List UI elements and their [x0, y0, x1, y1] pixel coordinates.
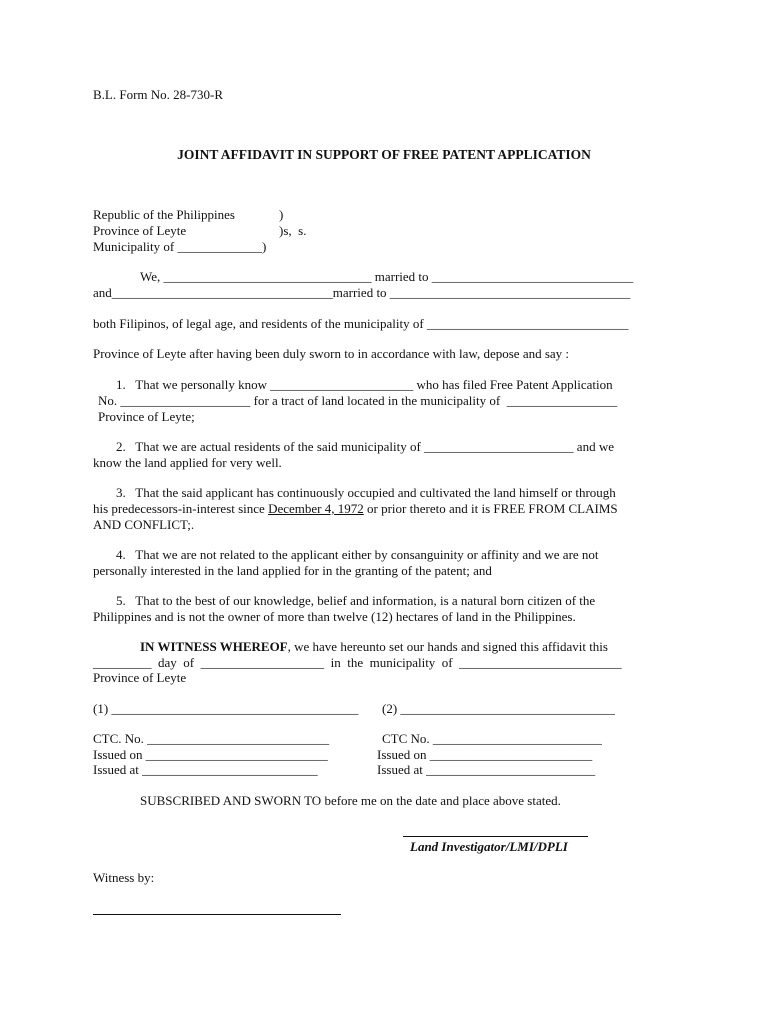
subscribed-sworn-text: SUBSCRIBED AND SWORN TO before me on the date and place above stated.	[140, 793, 561, 808]
venue-bracket-1: )	[279, 207, 284, 222]
signer-2-line: (2) _________________________________	[382, 701, 615, 716]
witness-line-1	[140, 639, 608, 655]
intro-line-3: both Filipinos, of legal age, and residents of the municipality of _______________________________	[93, 316, 629, 331]
para-3-line-1: 3. That the said applicant has continuously occupied and cultivated the land himself or through	[116, 485, 616, 500]
para-3-text-a: his predecessors-in-interest since	[93, 501, 269, 516]
signer-1-line: (1) ______________________________________	[93, 701, 359, 716]
ctc-right-issued-at: Issued at __________________________	[377, 762, 596, 777]
venue-republic: Republic of the Philippines	[93, 207, 235, 222]
venue-bracket-2: )s, s.	[279, 223, 307, 238]
ctc-left-issued-on: Issued on ____________________________	[93, 747, 328, 762]
investigator-title: Land Investigator/LMI/DPLI	[410, 839, 568, 854]
para-3-text-b: or prior thereto and it is FREE FROM CLAIMS	[363, 501, 618, 516]
venue-province: Province of Leyte	[93, 223, 187, 238]
witness-text: , we have hereunto set our hands and signed this affidavit this	[287, 639, 608, 654]
investigator-signature-line	[403, 836, 588, 837]
form-number: B.L. Form No. 28-730-R	[93, 87, 223, 102]
para-4-line-1: 4. That we are not related to the applicant either by consanguinity or affinity and we are not	[116, 547, 599, 562]
para-3-line-2	[93, 501, 618, 517]
para-1-line-3: Province of Leyte;	[98, 409, 195, 424]
para-5-line-1: 5. That to the best of our knowledge, belief and information, is a natural born citizen of the	[116, 593, 596, 608]
ctc-right-issued-on: Issued on _________________________	[377, 747, 593, 762]
witness-line-3: Province of Leyte	[93, 670, 187, 685]
para-1-line-1: 1. That we personally know ______________________ who has filed Free Patent Application	[116, 377, 613, 392]
ctc-right-number: CTC No. __________________________	[382, 731, 602, 746]
witness-whereof-heading: IN WITNESS WHEREOF	[140, 639, 288, 654]
intro-line-1: We, ________________________________ married to _______________________________	[140, 269, 634, 284]
para-4-line-2: personally interested in the land applied for in the granting of the patent; and	[93, 563, 492, 578]
para-5-line-2: Philippines and is not the owner of more than twelve (12) hectares of land in the Philippines.	[93, 609, 576, 624]
ctc-left-number: CTC. No. ____________________________	[93, 731, 330, 746]
ctc-left-issued-at: Issued at ___________________________	[93, 762, 318, 777]
witness-signature-line	[93, 914, 341, 915]
witness-by-label: Witness by:	[93, 870, 155, 885]
intro-line-4: Province of Leyte after having been duly sworn to in accordance with law, depose and say :	[93, 346, 570, 361]
para-1-line-2: No. ____________________ for a tract of land located in the municipality of _________________	[98, 393, 618, 408]
intro-line-2: and__________________________________married to _____________________________________	[93, 285, 631, 300]
witness-line-2: _________ day of ___________________ in the municipality of _________________________	[93, 655, 622, 670]
venue-municipality: Municipality of _____________)	[93, 239, 267, 254]
para-3-line-3: AND CONFLICT;.	[93, 517, 195, 532]
para-2-line-1: 2. That we are actual residents of the said municipality of _______________________ and we	[116, 439, 614, 454]
free-patent-date: December 4, 1972	[268, 501, 364, 516]
document-title: JOINT AFFIDAVIT IN SUPPORT OF FREE PATENT APPLICATION	[177, 147, 591, 162]
para-2-line-2: know the land applied for very well.	[93, 455, 282, 470]
